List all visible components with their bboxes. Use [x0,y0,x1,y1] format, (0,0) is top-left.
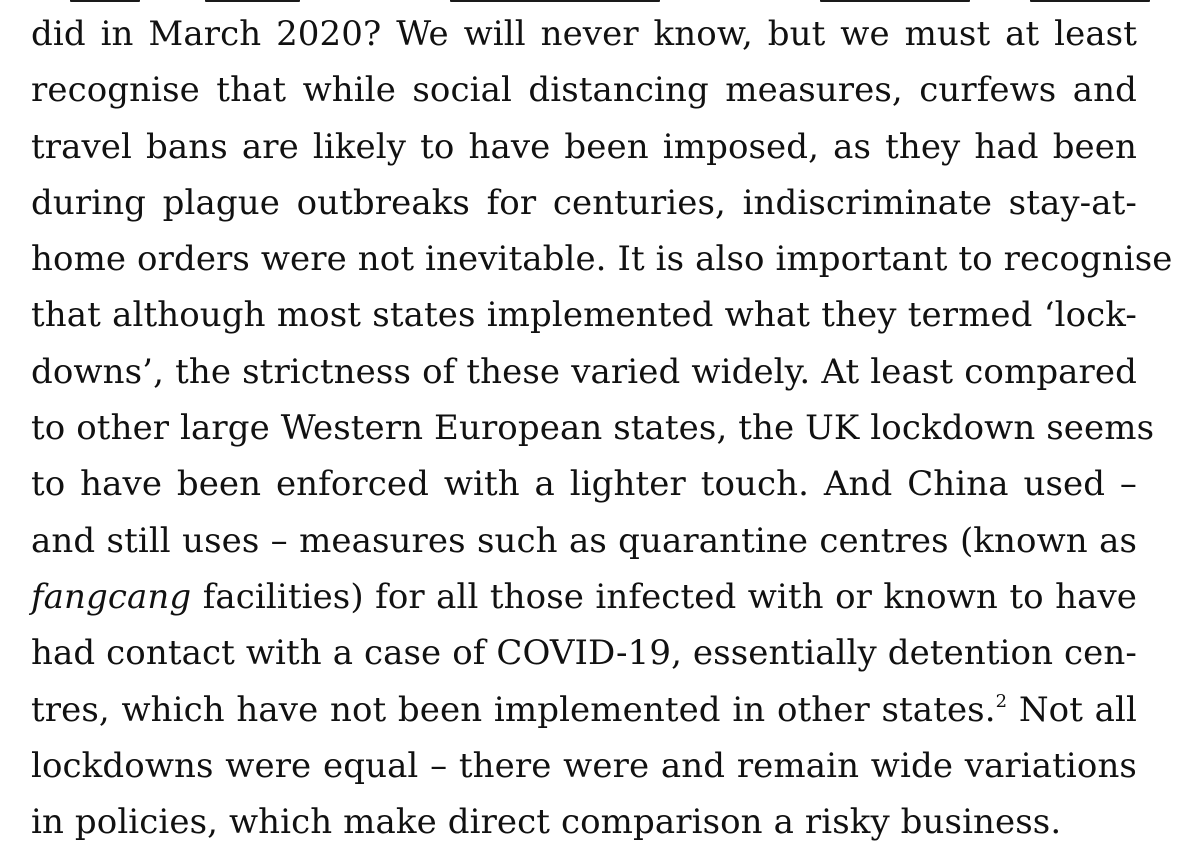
text-line: recognise that while social distancing measures, curfews and [31,70,1137,111]
text-line: during plague outbreaks for centuries, indiscriminate stay-at- [31,182,1137,223]
body-paragraph [31,6,1173,850]
text-line: had contact with a case of COVID-19, essentially detention cen- [31,633,1137,674]
text-run: tres, which have not been implemented in other states. [31,689,996,730]
text-line: downs’, the strictness of these varied widely. At least compared [31,351,1137,392]
clipped-previous-line [30,0,1150,4]
text-line [31,682,1137,738]
text-line: in policies, which make direct comparison a risky business. [31,802,1062,843]
text-line [31,569,1137,625]
text-line: and still uses – measures such as quarantine centres (known as [31,520,1137,561]
text-line: lockdowns were equal – there were and remain wide variations [31,745,1137,786]
text-line: travel bans are likely to have been imposed, as they had been [31,126,1137,167]
text-run: facilities) for all those infected with or known to have [191,576,1137,617]
footnote-marker[interactable]: 2 [995,690,1008,712]
text-line: home orders were not inevitable. It is also important to recognise [31,239,1173,280]
text-line: to other large Western European states, the UK lockdown seems [31,408,1155,449]
text-line: that although most states implemented what they termed ‘lock- [31,295,1137,336]
italic-term: fangcang [31,576,192,617]
text-run: Not all [1007,689,1137,730]
text-line: did in March 2020? We will never know, but we must at least [31,14,1137,54]
text-line: to have been enforced with a lighter touch. And China used – [31,464,1137,505]
